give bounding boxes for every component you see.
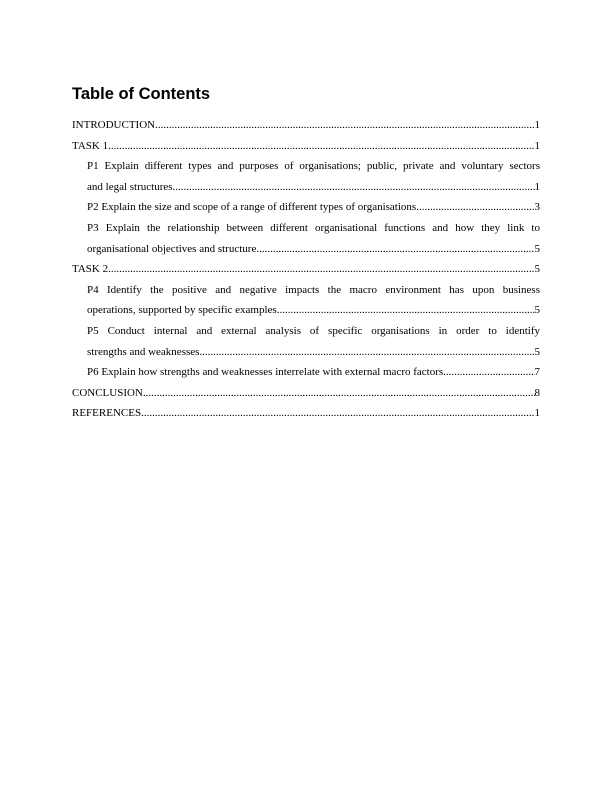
toc-entry[interactable] bbox=[72, 280, 540, 321]
toc-dot-leader bbox=[277, 300, 535, 321]
toc-entry-text-line: P3 Explain the relationship between different organisational functions and how they link to bbox=[87, 221, 540, 234]
toc-entry-text: P6 Explain how strengths and weaknesses interrelate with external macro factors bbox=[87, 366, 444, 379]
toc-page-number: 5 bbox=[534, 242, 540, 255]
toc-page-number: 5 bbox=[534, 345, 540, 358]
toc-dot-leader bbox=[256, 239, 534, 260]
toc-entry-text: organisational objectives and structure bbox=[87, 242, 257, 255]
toc-entry[interactable] bbox=[72, 403, 540, 424]
toc-dot-leader bbox=[155, 115, 534, 136]
toc-entry-text: and legal structures bbox=[87, 180, 173, 193]
toc-entry[interactable] bbox=[72, 156, 540, 197]
toc-entry[interactable] bbox=[72, 115, 540, 136]
toc-entry-text: INTRODUCTION bbox=[72, 119, 156, 131]
toc-dot-leader bbox=[143, 383, 535, 404]
toc-entry-text: P2 Explain the size and scope of a range of different types of organisations bbox=[87, 201, 417, 214]
toc-entry-text: TASK 1 bbox=[72, 139, 109, 152]
toc-entry[interactable] bbox=[72, 197, 540, 218]
toc-page-number: 5 bbox=[534, 304, 540, 317]
toc-entry-text: TASK 2 bbox=[72, 263, 109, 276]
toc-entry[interactable] bbox=[72, 136, 540, 157]
toc-dot-leader bbox=[108, 136, 534, 157]
toc-entry-text: operations, supported by specific examples bbox=[87, 304, 277, 317]
toc-page-number: 1 bbox=[534, 180, 540, 193]
table-of-contents bbox=[72, 115, 540, 424]
toc-entry-text: CONCLUSION bbox=[72, 386, 143, 399]
toc-entry[interactable] bbox=[72, 321, 540, 362]
toc-entry[interactable] bbox=[72, 383, 540, 404]
toc-entry-text: REFERENCES bbox=[72, 407, 142, 420]
toc-page-number: 1 bbox=[534, 407, 540, 420]
toc-page-number: 5 bbox=[534, 263, 540, 276]
toc-title: Table of Contents bbox=[72, 85, 211, 103]
toc-dot-leader bbox=[108, 259, 534, 280]
toc-entry-text-line: P1 Explain different types and purposes of organisations; public, private and voluntary sectors bbox=[87, 160, 540, 173]
toc-entry[interactable] bbox=[72, 218, 540, 259]
toc-page-number: 3 bbox=[534, 201, 540, 214]
toc-entry-text: strengths and weaknesses bbox=[87, 345, 200, 358]
toc-dot-leader bbox=[199, 342, 534, 363]
toc-page-number: 1 bbox=[534, 119, 540, 131]
toc-dot-leader bbox=[173, 177, 535, 198]
toc-page-number: 7 bbox=[534, 366, 540, 379]
toc-entry[interactable] bbox=[72, 362, 540, 383]
toc-page-number: 1 bbox=[534, 139, 540, 152]
toc-page-number: 8 bbox=[534, 386, 540, 399]
toc-dot-leader bbox=[443, 362, 534, 383]
toc-dot-leader bbox=[416, 197, 534, 218]
toc-entry-text-line: P5 Conduct internal and external analysis of specific organisations in order to identify bbox=[87, 324, 540, 337]
toc-dot-leader bbox=[141, 403, 534, 424]
toc-entry-text-line: P4 Identify the positive and negative impacts the macro environment has upon business bbox=[87, 283, 540, 296]
toc-entry[interactable] bbox=[72, 259, 540, 280]
